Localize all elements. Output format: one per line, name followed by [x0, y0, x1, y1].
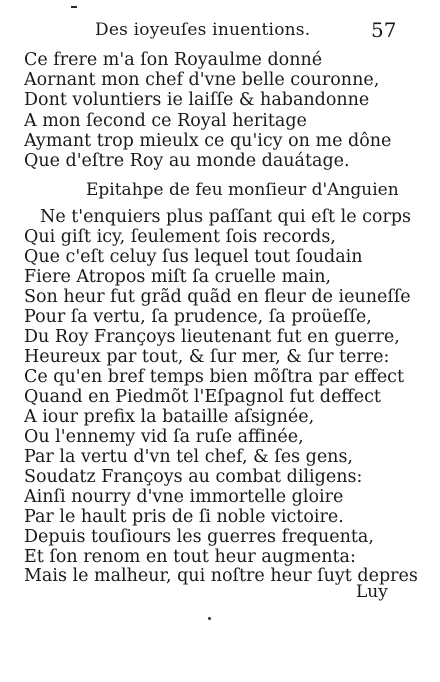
- verse-line: Ce qu'en bref temps bien mõſtra par effect: [24, 367, 405, 387]
- verse-line: Aornant mon chef d'vne belle couronne,: [24, 70, 380, 90]
- section-title: Epitahpe de feu monſieur d'Anguien: [86, 180, 399, 200]
- verse-line: Soudatz Françoys au combat diligens:: [24, 467, 363, 487]
- verse-line: Et ſon renom en tout heur augmenta:: [24, 547, 356, 567]
- verse-line: Dont voluntiers ie laiſſe & habandonne: [24, 90, 370, 110]
- verse-line: Fiere Atropos miſt ſa cruelle main,: [24, 267, 332, 287]
- running-head: Des ioyeuſes inuentions.: [95, 20, 311, 40]
- verse-line: A iour prefix la bataille aſsignée,: [24, 407, 315, 427]
- catchword: Luy: [356, 582, 388, 602]
- verse-line: Qui giſt icy, ſeulement ſois records,: [24, 227, 336, 247]
- verse-line: Heureux par tout, & ſur mer, & ſur terre:: [24, 347, 390, 367]
- ink-mark: [71, 6, 77, 8]
- verse-line: Que d'eſtre Roy au monde dauátage.: [24, 151, 350, 171]
- verse-line: Par la vertu d'vn tel chef, & ſes gens,: [24, 447, 353, 467]
- verse-line: Depuis touſiours les guerres frequenta,: [24, 527, 374, 547]
- verse-line: Pour ſa vertu, ſa prudence, ſa proüeſſe,: [24, 307, 372, 327]
- page-number: 57: [371, 18, 397, 42]
- verse-line: Que c'eſt celuy ſus lequel tout ſoudain: [24, 247, 363, 267]
- verse-line: Aymant trop mieulx ce qu'icy on me dône: [24, 131, 392, 151]
- verse-line: Ne t'enquiers plus paſſant qui eſt le corps: [40, 207, 412, 227]
- verse-line: Son heur fut grãd quãd en fleur de ieuneſſe: [24, 287, 411, 307]
- ink-dot: [208, 617, 211, 620]
- verse-line: Ainſi nourry d'vne immortelle gloire: [24, 487, 344, 507]
- verse-line: Ou l'ennemy vid ſa ruſe affinée,: [24, 427, 304, 447]
- verse-line: Quand en Piedmõt l'Eſpagnol fut deffect: [24, 387, 381, 407]
- verse-line: Ce frere m'a ſon Royaulme donné: [24, 50, 323, 70]
- verse-line: Par le hault pris de ſi noble victoire.: [24, 507, 344, 527]
- verse-line: Du Roy Françoys lieutenant fut en guerre,: [24, 327, 400, 347]
- verse-line: A mon ſecond ce Royal heritage: [24, 111, 307, 131]
- verse-line: Mais le malheur, qui noſtre heur ſuyt depres: [24, 566, 418, 586]
